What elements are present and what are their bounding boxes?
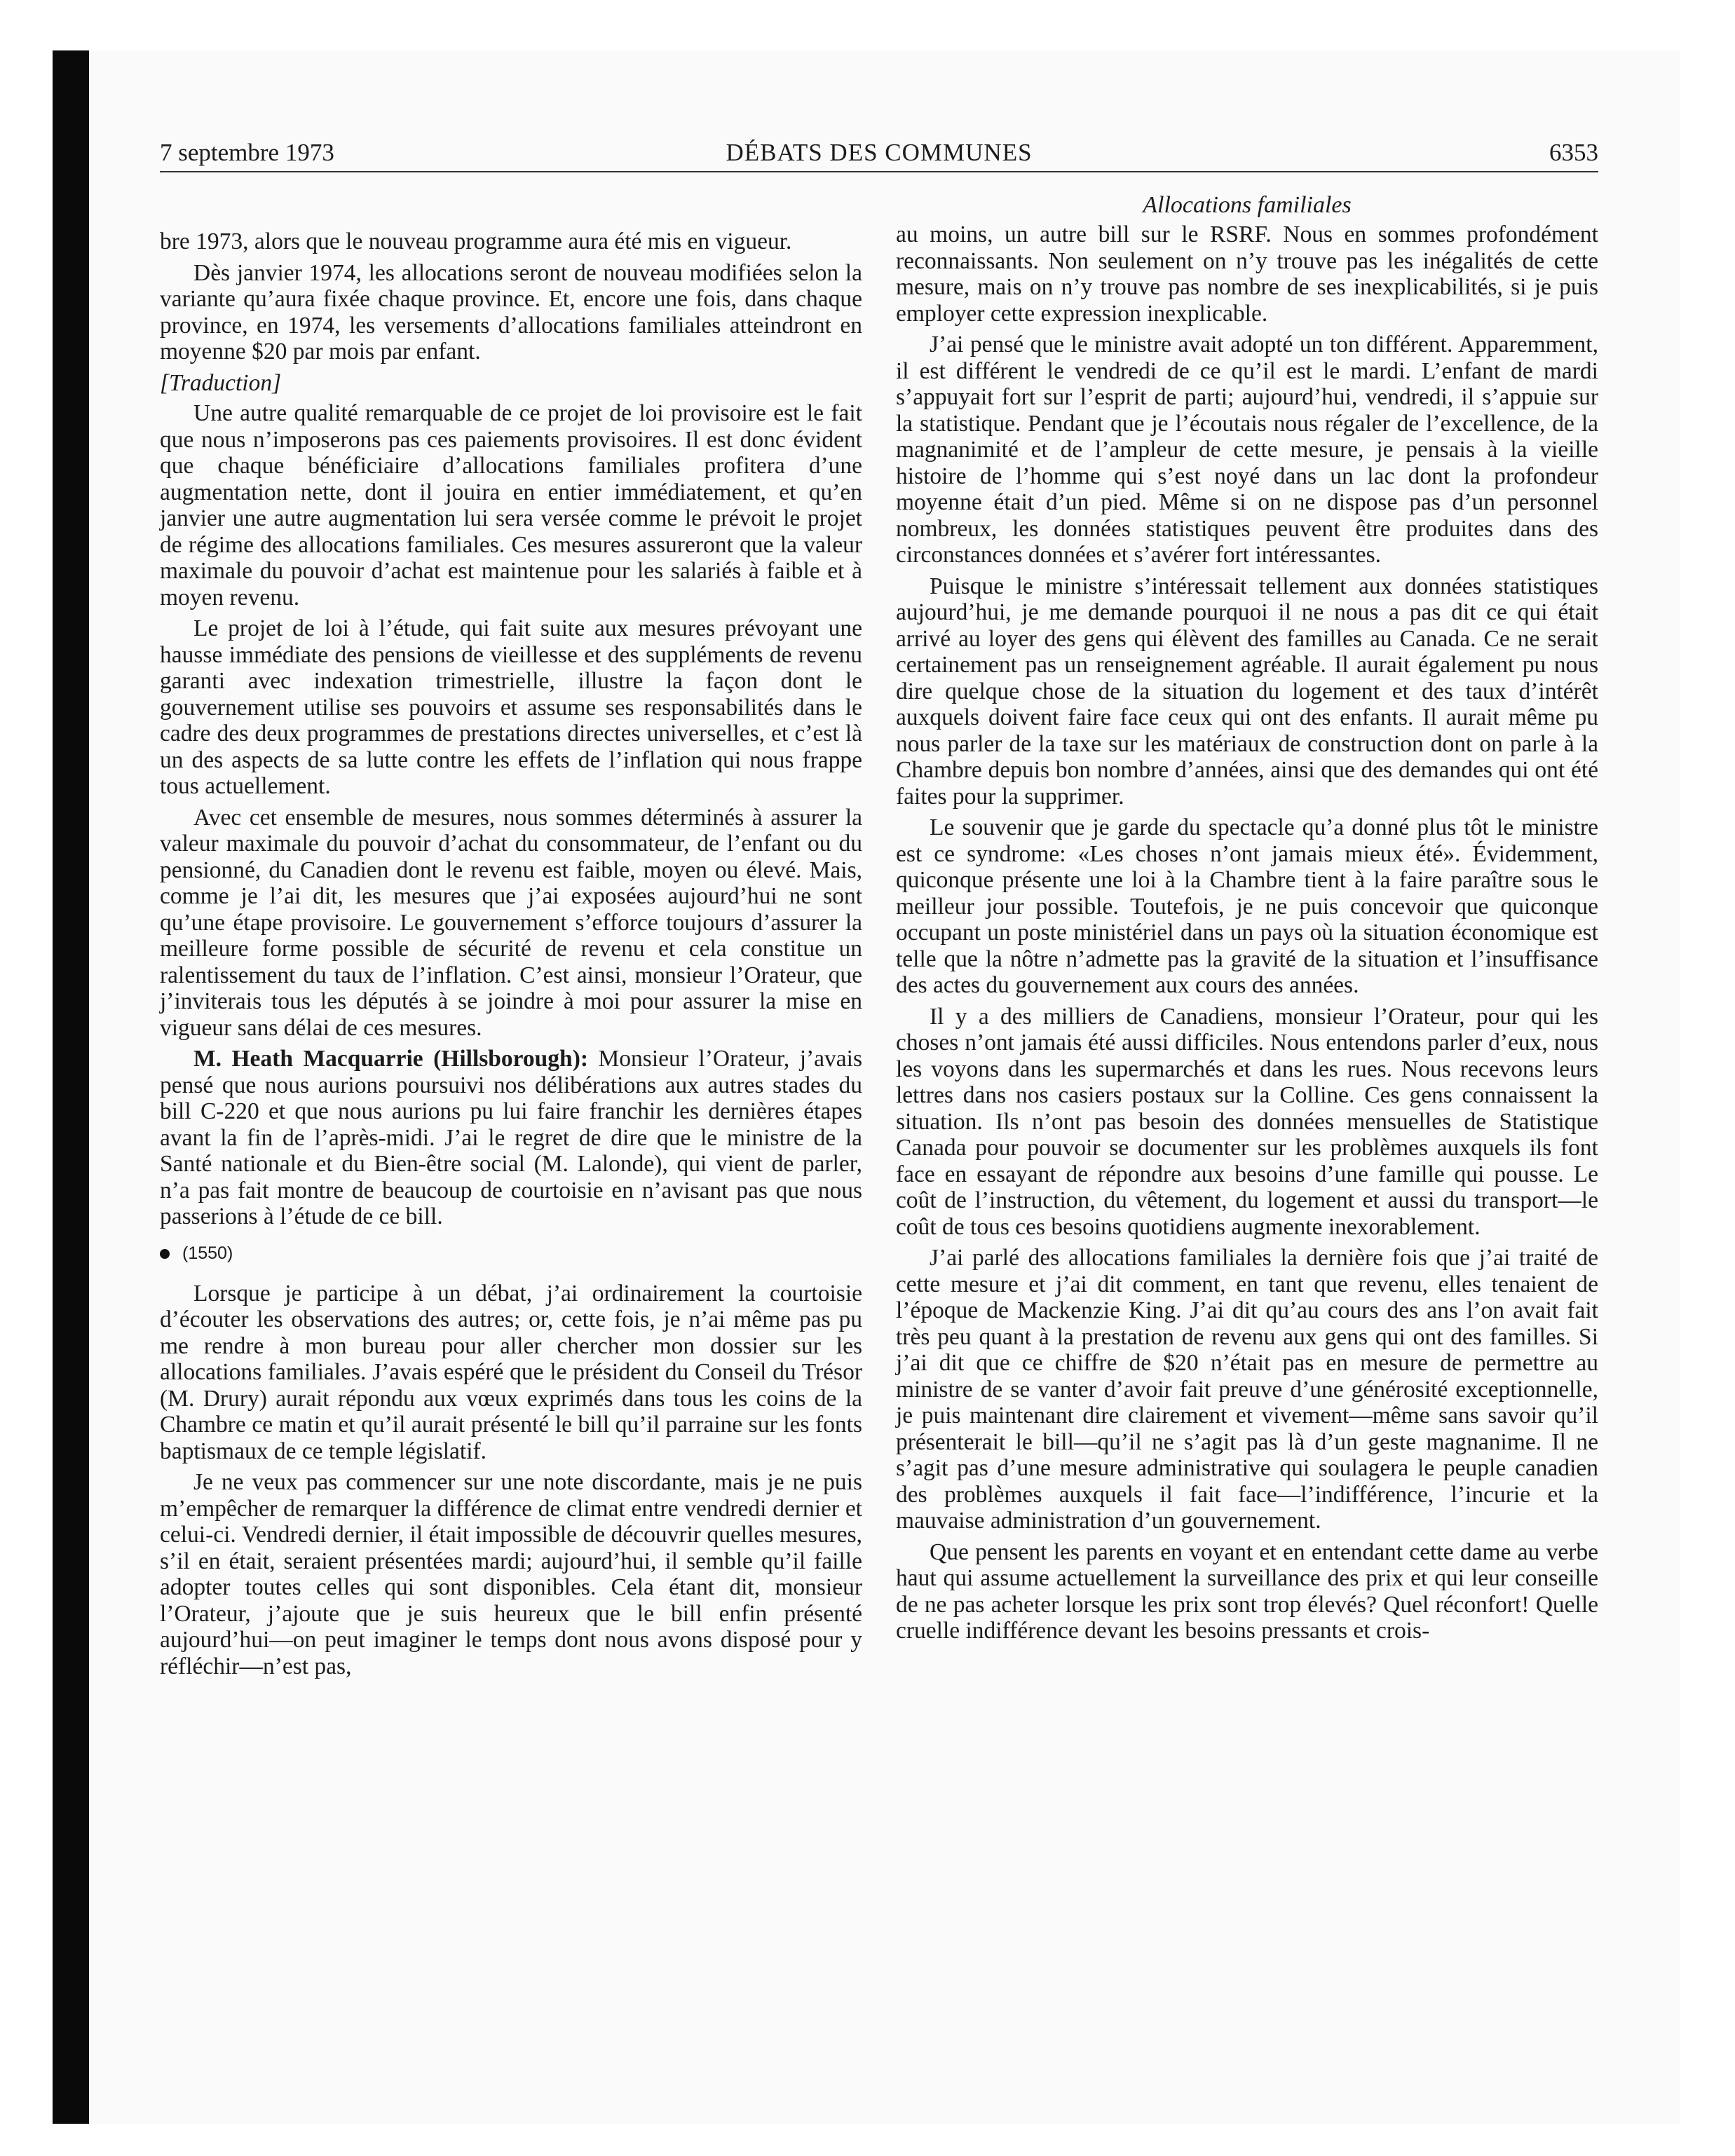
- running-title: Allocations familiales: [1143, 192, 1352, 218]
- paragraph: Le projet de loi à l’étude, qui fait suite aux mesures prévoyant une hausse immédiate des pensions de vieillesse et des suppléments de revenu garanti avec indexation trimestrielle, illustre la façon dont le gouvernement utilise ses pouvoirs et assume ses responsabilités dans le cadre des deux programmes de prestations directes universelles, et c’est là un des aspects de sa lutte contre les effets de l’inflation qui nous frappe tous actuellement.: [160, 615, 862, 799]
- paragraph: au moins, un autre bill sur le RSRF. Nous en sommes profondément reconnaissants. Non seulement on n’y trouve pas les inégalités de cette mesure, mais on n’y trouve pas nombre de ses inexplicabilités, si je puis employer cette expression inexplicable.: [896, 221, 1598, 327]
- header-title: DÉBATS DES COMMUNES: [726, 139, 1033, 166]
- header-date: 7 septembre 1973: [160, 139, 334, 166]
- paragraph: J’ai pensé que le ministre avait adopté un ton différent. Apparemment, il est différent le vendredi de ce qu’il est le mardi. L’enfant de mardi s’appuyait fort sur l’esprit de parti; aujourd’hui, vendredi, il s’appuie sur la statistique. Pendant que je l’écoutais nous régaler de l’excellence, de la magnanimité et de l’ampleur de cette mesure, je pensais à la vieille histoire de l’homme qui s’est noyé dans un lac dont la profondeur moyenne était d’un pied. Même si on ne dispose pas d’un personnel nombreux, les données statistiques peuvent être produites dans des circonstances données et s’avérer fort intéressantes.: [896, 332, 1598, 568]
- speaker-paragraph: [160, 1046, 862, 1230]
- paragraph: Dès janvier 1974, les allocations seront de nouveau modifiées selon la variante qu’aura fixée chaque province. Et, encore une fois, dans chaque province, en 1974, les versements d’allocations familiales atteindront en moyenne $20 par mois par enfant.: [160, 259, 862, 364]
- timestamp-text: (1550): [182, 1243, 233, 1263]
- header-rule: [160, 171, 1598, 172]
- paragraph: Que pensent les parents en voyant et en entendant cette dame au verbe haut qui assume actuellement la surveillance des prix et qui leur conseille de ne pas acheter lorsque les prix sont trop élevés? Quel réconfort! Quelle cruelle indifférence devant les besoins pressants et crois-: [896, 1538, 1598, 1644]
- paragraph: Je ne veux pas commencer sur une note discordante, mais je ne puis m’empêcher de remarquer la différence de climat entre vendredi dernier et celui-ci. Vendredi dernier, il était impossible de découvrir quelles mesures, s’il en était, seraient présentées mardi; aujourd’hui, il semble qu’il faille adopter toutes celles qui sont disponibles. Cela étant dit, monsieur l’Orateur, j’ajoute que je suis heureux que le bill enfin présenté aujourd’hui—on peut imaginer le temps dont nous avons disposé pour y réfléchir—n’est pas,: [160, 1469, 862, 1679]
- paragraph: bre 1973, alors que le nouveau programme aura été mis en vigueur.: [160, 228, 792, 254]
- speech-text: Monsieur l’Orateur, j’avais pensé que nous aurions poursuivi nos délibérations aux autres stades du bill C-220 et que nous aurions pu lui faire franchir les dernières étapes avant la fin de l’après-midi. J’ai le regret de dire que le ministre de la Santé nationale et du Bien-être social (M. Lalonde), qui vient de parler, n’a pas fait montre de beaucoup de courtoisie en n’avisant pas que nous passerions à l’étude de ce bill.: [160, 1046, 863, 1229]
- paragraph: Le souvenir que je garde du spectacle qu’a donné plus tôt le ministre est ce syndrome: «Les choses n’ont jamais mieux été». Évidemment, quiconque présente une loi à la Chambre tient à la faire paraître sous le meilleur jour possible. Toutefois, je ne puis concevoir que quiconque occupant un poste ministériel dans un pays où la situation économique est telle que la nôtre n’admette pas la gravité de la situation et l’insuffisance des actes du gouvernement aux cours des années.: [896, 814, 1598, 998]
- paragraph: Puisque le ministre s’intéressait tellement aux données statistiques aujourd’hui, je me demande pourquoi il ne nous a pas dit ce qui était arrivé au loyer des gens qui élèvent des familles au Canada. Ce ne serait certainement pas un renseignement agréable. Il aurait également pu nous dire quelque chose de la situation du logement et des taux d’intérêt auxquels doivent faire face ceux qui ont des enfants. Il aurait même pu nous parler de la taxe sur les matériaux de construction dont on parle à la Chambre depuis bon nombre d’années, ainsi que des demandes qui ont été faites pour la supprimer.: [896, 573, 1598, 810]
- right-column: [896, 221, 1598, 1649]
- scan-border: [53, 50, 89, 2124]
- page-number: 6353: [1549, 139, 1598, 166]
- speaker-name: M. Heath Macquarrie (Hillsborough):: [193, 1046, 589, 1072]
- paragraph: J’ai parlé des allocations familiales la dernière fois que j’ai traité de cette mesure et j’ai dit comment, en tant que revenu, elles tenaient de l’époque de Mackenzie King. J’ai dit qu’au cours des ans l’on avait fait très peu quant à la prestation de revenu aux gens qui ont des familles. Si j’ai dit que ce chiffre de $20 n’était pas en mesure de permettre au ministre de se vanter d’avoir fait preuve d’une générosité exceptionnelle, je puis maintenant dire clairement et vivement—même sans savoir qu’il présenterait le bill—qu’il ne s’agit pas là d’un geste magnanime. Il ne s’agit pas d’une mesure administrative qui soulagera le peuple canadien des problèmes auxquels il fait face—l’indifférence, l’incurie et la mauvaise administration d’un gouvernement.: [896, 1245, 1598, 1534]
- translation-note: [Traduction]: [160, 369, 282, 396]
- paragraph: Il y a des milliers de Canadiens, monsieur l’Orateur, pour qui les choses n’ont jamais été aussi difficiles. Nous entendons parler d’eux, nous les voyons dans les supermarchés et dans les rues. Nous recevons leurs lettres dans nos casiers postaux sur la Colline. Ces gens connaissent la situation. Ils n’ont pas besoin des données mensuelles de Statistique Canada pour pouvoir se documenter sur les problèmes auxquels ils font face en essayant de répondre aux besoins d’une famille qui pousse. Le coût de l’instruction, du vêtement, du logement et aussi du transport—le coût de tous ces besoins quotidiens augmente inexorablement.: [896, 1003, 1598, 1240]
- paragraph: Avec cet ensemble de mesures, nous sommes déterminés à assurer la valeur maximale du pouvoir d’achat du consommateur, de l’enfant ou du pensionné, du Canadien dont le revenu est faible, moyen ou élevé. Mais, comme je l’ai dit, les mesures que j’ai exposées aujourd’hui ne sont qu’une étape provisoire. Le gouvernement s’efforce toujours d’assurer la meilleure forme possible de sécurité de revenu et cela constitue un ralentissement du taux de l’inflation. C’est ainsi, monsieur l’Orateur, que j’inviterais tous les députés à se joindre à moi pour assurer la mise en vigueur sans délai de ces mesures.: [160, 804, 862, 1041]
- left-column: [160, 228, 862, 1684]
- timestamp: [160, 1243, 862, 1264]
- paragraph: Une autre qualité remarquable de ce projet de loi provisoire est le fait que nous n’imposerons pas ces paiements provisoires. Il est donc évident que chaque bénéficiaire d’allocations familiales profitera d’une augmentation nette, dont il jouira en entier immédiatement, et qu’en janvier une autre augmentation lui sera versée comme le prévoit le projet de régime des allocations familiales. Ces mesures assureront que la valeur maximale du pouvoir d’achat est maintenue pour les salariés à faible et à moyen revenu.: [160, 400, 862, 610]
- bullet-icon: [160, 1249, 170, 1259]
- paragraph: Lorsque je participe à un débat, j’ai ordinairement la courtoisie d’écouter les observations des autres; or, cette fois, je n’ai même pas pu me rendre à mon bureau pour aller chercher mon dossier sur les allocations familiales. J’avais espéré que le président du Conseil du Trésor (M. Drury) aurait répondu aux vœux exprimés dans tous les coins de la Chambre ce matin et qu’il aurait présenté le bill qu’il parraine sur les fonts baptismaux de ce temple législatif.: [160, 1280, 862, 1464]
